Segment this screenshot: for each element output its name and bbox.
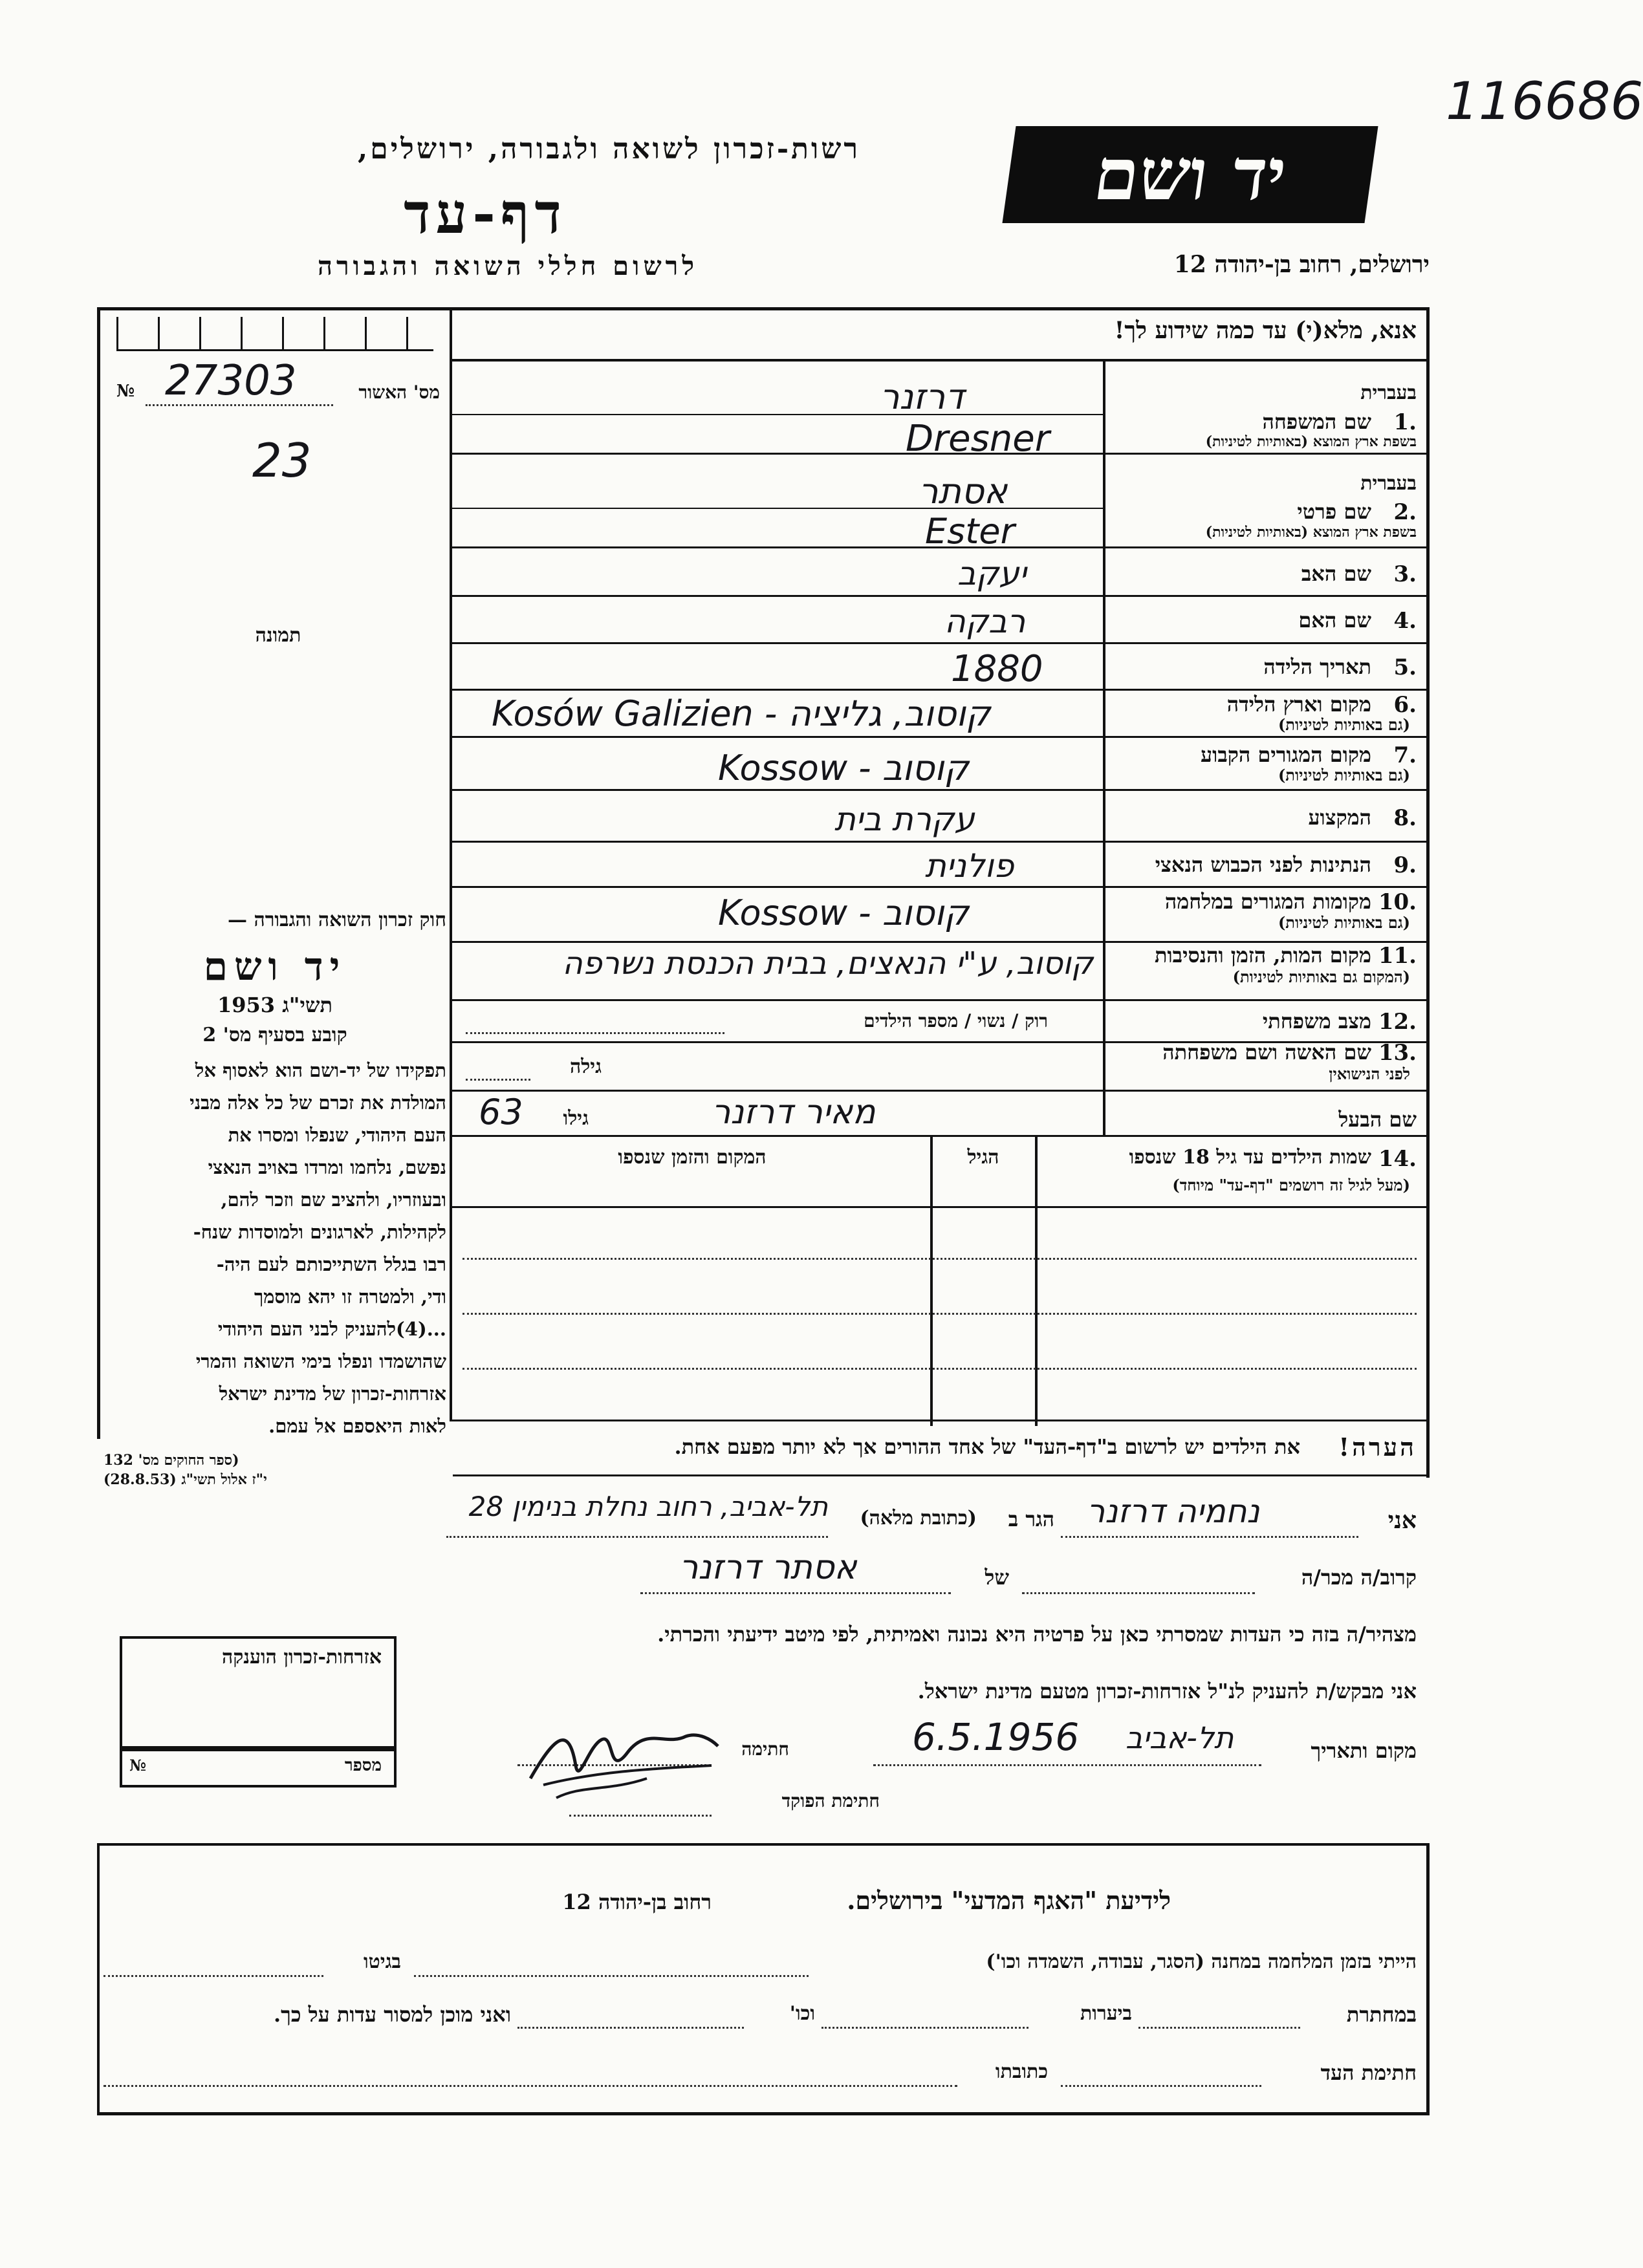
footer-separator xyxy=(97,1843,1430,1846)
place-value: תל-אביב xyxy=(1126,1720,1234,1755)
row-line xyxy=(450,841,1430,843)
footer-underground: במחתרת xyxy=(1346,2002,1417,2027)
note-label: הערה! xyxy=(1338,1432,1417,1462)
field-13-number: 13. xyxy=(1378,1040,1417,1066)
footer-witness-signature: חתימת העד xyxy=(1320,2060,1417,2085)
field-11-number: 11. xyxy=(1378,943,1417,969)
footer-etc-line xyxy=(517,2027,744,2029)
declaration-request: אני מבקש/ת להעניק לנ"ל אזרחות-זכרון מטעם מדינת ישראל. xyxy=(917,1679,1417,1703)
declaration-gar-b: הגר ב xyxy=(1008,1507,1054,1531)
children-col-divider xyxy=(930,1135,933,1426)
place-date-label: מקום ותאריך xyxy=(1311,1738,1417,1763)
row-line xyxy=(450,886,1430,888)
declaration-address-line xyxy=(446,1536,828,1538)
law-section: קובע בסעיף מס' 2 xyxy=(202,1024,347,1046)
row-sub-line xyxy=(450,414,1103,415)
law-line: ...(4)להעניק לבני העם היהודי xyxy=(217,1318,446,1340)
intro-text: אנא, מלא(י) עד כמה שידוע לך! xyxy=(1114,317,1417,344)
children-header-line xyxy=(450,1206,1430,1208)
field-2-value-latin: Ester xyxy=(925,511,1015,552)
field-10-hint: (גם באותיות לטיניות) xyxy=(1278,913,1410,932)
law-line: שהושמדו ונפלו בימי השואה והמרי xyxy=(195,1350,446,1372)
field-8-value: עקרת בית xyxy=(834,801,975,838)
main-frame-left xyxy=(97,307,100,1439)
field-12-dots xyxy=(466,1032,724,1034)
field-6-label: מקום וארץ הלידה xyxy=(1226,692,1371,717)
husband-age: 63 xyxy=(479,1092,523,1132)
law-line: לקהילות, לארגונים ולמוסדות שנח- xyxy=(193,1221,446,1243)
field-2-label: שם פרטי xyxy=(1297,499,1371,524)
children-row xyxy=(462,1313,1417,1315)
husband-value: מאיר דרזנר xyxy=(712,1093,876,1132)
field-3-number: 3. xyxy=(1393,561,1417,587)
husband-age-label: גילו xyxy=(563,1107,589,1130)
citizenship-box-title: אזרחות-זכרון הוענקה xyxy=(221,1646,382,1669)
row-line xyxy=(450,999,1430,1001)
declaration-relative-line xyxy=(1022,1592,1255,1594)
children-hint: (מעל לגיל זה רושמים "דף-עד" מיוחד) xyxy=(1172,1176,1410,1194)
field-9-value: פולנית xyxy=(925,847,1014,885)
field-1-value: דרזנר xyxy=(880,376,964,417)
field-4-value: רבקה xyxy=(944,603,1026,640)
officer-signature-label: חתימת הפוקד xyxy=(781,1790,880,1811)
field-2-number: 2. xyxy=(1393,499,1417,525)
note-bottom-line xyxy=(453,1474,1430,1476)
field-3-label: שם האב xyxy=(1301,561,1371,586)
footer-forests: ביערות xyxy=(1080,2002,1132,2025)
archive-number: 116686 xyxy=(1446,71,1643,131)
place-date-line xyxy=(873,1764,1261,1766)
row-line xyxy=(450,736,1430,738)
date-value: 6.5.1956 xyxy=(912,1715,1080,1759)
row-line xyxy=(450,642,1430,644)
field-6-number: 6. xyxy=(1393,692,1417,718)
field-4-label: שם האם xyxy=(1298,608,1371,632)
footer-left-border xyxy=(97,1843,100,2115)
field-13-age-dots xyxy=(466,1079,530,1081)
footer-line1: הייתי בזמן המלחמה במחנה (הסגר, עבודה, השמדה וכו') xyxy=(986,1950,1417,1973)
field-9-number: 9. xyxy=(1393,852,1417,878)
field-9-label: הנתינות לפני הכבוש הנאצי xyxy=(1155,852,1371,877)
field-12-number: 12. xyxy=(1378,1009,1417,1035)
intro-row-line xyxy=(450,359,1430,362)
field-2-hint-top: בעברית xyxy=(1360,472,1417,495)
field-8-label: המקצוע xyxy=(1308,805,1371,830)
field-11-hint: (המקום גם באותיות לטיניות) xyxy=(1232,967,1410,986)
field-1-hint: בשפת ארץ המוצא (באותיות לטיניות) xyxy=(1205,433,1417,450)
row-line xyxy=(450,789,1430,791)
footer-ghetto: בגיטו xyxy=(363,1950,401,1973)
footer-underground-line xyxy=(1138,2027,1300,2029)
field-1-label: שם המשפחה xyxy=(1262,409,1371,434)
footer-witness-line xyxy=(1061,2085,1261,2087)
children-number: 14. xyxy=(1378,1146,1417,1172)
children-col-divider xyxy=(1035,1135,1038,1426)
org-line: רשות-זכרון לשואה ולגבורה, ירושלים, xyxy=(357,133,860,166)
law-line: אזרחות-זכרון של מדינת ישראל xyxy=(219,1383,446,1405)
note-top-line xyxy=(450,1420,1430,1421)
footer-address-line xyxy=(103,2085,957,2087)
field-10-number: 10. xyxy=(1378,889,1417,915)
children-row xyxy=(462,1368,1417,1370)
law-line: רבו בגלל השתייכותם לעם היה- xyxy=(216,1253,446,1275)
row-line xyxy=(450,689,1430,691)
declaration-ani: אני xyxy=(1387,1507,1417,1534)
field-11-label: מקום המות, הזמן והנסיבות xyxy=(1154,943,1371,967)
citizenship-number-label: מספר xyxy=(344,1756,382,1775)
witness-signature xyxy=(517,1707,731,1804)
field-7-number: 7. xyxy=(1393,742,1417,768)
law-year: תשי"ג 1953 xyxy=(217,993,332,1017)
row-line xyxy=(450,1135,1430,1137)
left-column-divider xyxy=(450,307,452,1420)
approval-no-sign: № xyxy=(116,382,135,401)
field-5-label: תאריך הלידה xyxy=(1263,654,1371,679)
footer-title: לידיעת "האגף המדעי" בירושלים. xyxy=(847,1886,1171,1915)
approval-ticks xyxy=(116,317,433,351)
field-3-value: יעקב xyxy=(957,555,1027,592)
declaration-name-line xyxy=(1061,1536,1358,1538)
footer-ghetto-line xyxy=(103,1975,323,1977)
footer-bottom-border xyxy=(97,2112,1430,2115)
field-13-age-label: גילה xyxy=(569,1055,602,1078)
main-frame-top xyxy=(97,307,1430,310)
footer-camp-line xyxy=(414,1975,809,1977)
field-2-value: אסתר xyxy=(919,471,1008,512)
field-2-hint: בשפת ארץ המוצא (באותיות לטיניות) xyxy=(1205,524,1417,541)
declaration-of: של xyxy=(985,1565,1009,1590)
form-title: דף-עד xyxy=(404,181,567,246)
declaration-statement: מצהיר/ה בזה כי העדות שמסרתי כאן על פרטיה היא נכונה ואמיתית, לפי מיטב ידיעתי והכרתי. xyxy=(657,1622,1417,1647)
field-12-label: מצב משפחתי xyxy=(1262,1009,1371,1033)
approval-label: מס' האשור xyxy=(358,382,440,403)
law-line: ובעוזריו, ולהציב שם וזכר להם, xyxy=(221,1189,446,1211)
children-col-place: המקום והזמן שנספו xyxy=(618,1146,767,1169)
field-13-label: שם האשה ושם משפחתה xyxy=(1162,1040,1371,1064)
address: ירושלים, רחוב בן-יהודה 12 xyxy=(1173,251,1430,278)
law-line: לאות היאספם אל עמם. xyxy=(268,1415,446,1437)
law-name: יד ושם xyxy=(203,944,347,989)
husband-label: שם הבעל xyxy=(1338,1107,1417,1132)
field-10-value: Kossow - קוסוב xyxy=(718,892,969,933)
field-7-hint: (גם באותיות לטיניות) xyxy=(1278,766,1410,784)
law-line: תפקידו של יד-ושם הוא לאסוף אל xyxy=(195,1059,446,1081)
field-8-number: 8. xyxy=(1393,805,1417,831)
declaration-address: תל-אביב, רחוב נחלת בנימין 28 xyxy=(468,1491,828,1522)
field-10-label: מקומות המגורים במלחמה xyxy=(1164,889,1371,914)
signature-label: חתימה xyxy=(741,1738,789,1760)
citizenship-no-sign: № xyxy=(129,1756,147,1775)
photo-label: תמונה xyxy=(255,624,301,647)
children-label: שמות הילדים עד גיל 18 שנספו xyxy=(1129,1146,1371,1169)
footer-etc: וכו' xyxy=(789,2002,815,2025)
declaration-relative: קרוב/ה מכר/ה xyxy=(1301,1565,1417,1590)
field-5-value: 1880 xyxy=(951,648,1043,690)
law-line: העם היהודי, שנפלו ומסרו את xyxy=(228,1124,446,1146)
footer-ready: ואני מוכן למסור עדות על כך. xyxy=(273,2002,511,2027)
field-12-options: רוק / נשוי / מספר הילדים xyxy=(864,1010,1048,1031)
field-11-value: קוסוב, ע"י הנאצים, בבית הכנסת נשרפה xyxy=(562,945,1093,982)
field-1-number: 1. xyxy=(1393,409,1417,435)
approval-sub: 23 xyxy=(252,433,312,488)
field-5-number: 5. xyxy=(1393,654,1417,680)
children-col-age: הגיל xyxy=(967,1146,999,1169)
field-7-label: מקום המגורים הקבוע xyxy=(1201,742,1371,767)
yad-vashem-logo: יד ושם xyxy=(1002,126,1378,223)
field-7-value: Kossow - קוסוב xyxy=(718,748,969,788)
field-6-hint: (גם באותיות לטיניות) xyxy=(1278,715,1410,734)
footer-address: רחוב בן-יהודה 12 xyxy=(562,1890,712,1914)
field-1-hint-top: בעברית xyxy=(1360,382,1417,404)
field-13-hint: לפני הנישואין xyxy=(1329,1064,1410,1083)
law-line: נפשם, נלחמו ומרדו באויב הנאצי xyxy=(208,1156,446,1178)
children-row xyxy=(462,1258,1417,1260)
law-line: המולדת את זכרם של כל אלה מבני xyxy=(190,1092,446,1114)
note-text: את הילדים יש לרשום ב"דף-העד" של אחד ההורים אך לא יותר מפעם אחת. xyxy=(674,1434,1300,1459)
law-title: חוק זכרון השואה והגבורה — xyxy=(228,909,446,931)
row-line xyxy=(450,595,1430,597)
officer-signature-line xyxy=(569,1815,712,1817)
footer-right-border xyxy=(1426,1843,1430,2115)
declaration-addr-label: (כתובת מלאה) xyxy=(860,1507,977,1529)
law-ref-1: (ספר החוקים מס' 132 xyxy=(103,1452,239,1469)
field-4-number: 4. xyxy=(1393,608,1417,634)
law-line: ודי, ולמטרה זו יהא מוסמך xyxy=(254,1286,446,1308)
label-column-divider xyxy=(1103,359,1105,1135)
declaration-name: נחמיה דרזנר xyxy=(1087,1493,1260,1530)
footer-address-label: כתובתו xyxy=(995,2060,1048,2083)
declaration-of-name: אסתר דרזנר xyxy=(679,1548,857,1587)
field-6-value: Kosów Galizien - קוסוב, גליציה xyxy=(492,693,991,734)
declaration-of-line xyxy=(640,1592,951,1594)
form-subtitle: לרשום חללי השואה והגבורה xyxy=(317,251,699,281)
row-line xyxy=(450,1090,1430,1092)
main-frame-right xyxy=(1426,307,1430,1478)
footer-forests-line xyxy=(822,2027,1028,2029)
approval-dots xyxy=(146,404,333,406)
field-1-value-latin: Dresner xyxy=(906,418,1050,460)
law-ref-2: י"ז אלול תשי"ג (28.8.53) xyxy=(103,1471,267,1488)
approval-number: 27303 xyxy=(165,357,297,405)
